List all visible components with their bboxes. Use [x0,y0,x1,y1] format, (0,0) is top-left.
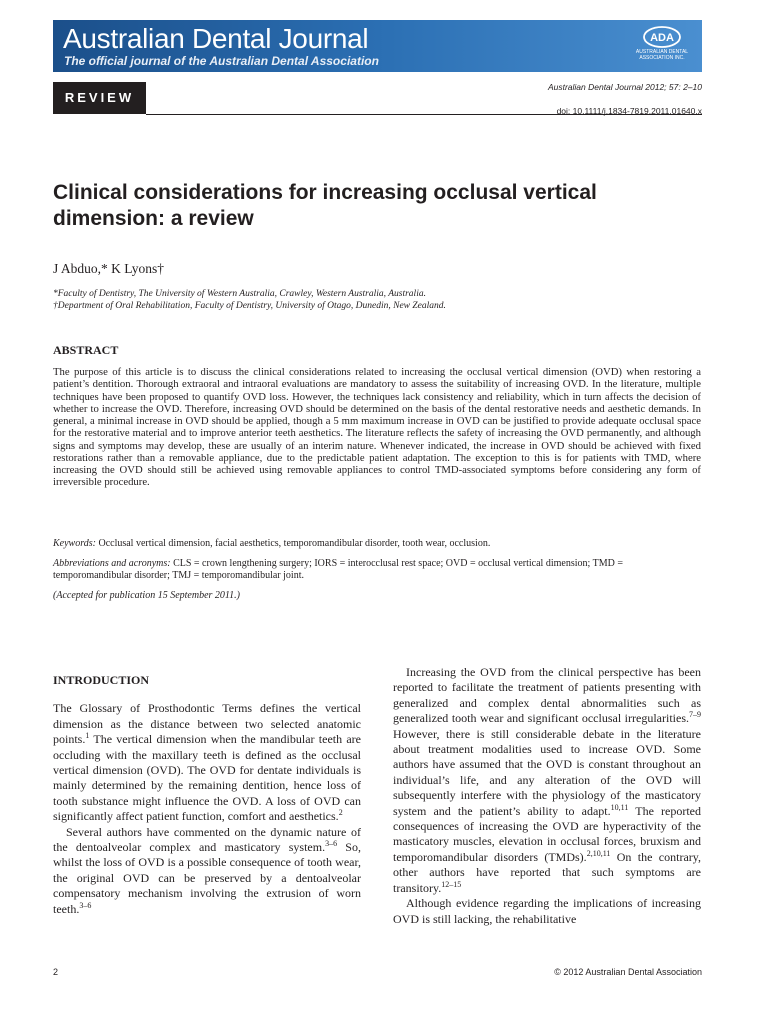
citation-ref: 7–9 [689,710,701,720]
intro-paragraph-4: Although evidence regarding the implications of increasing OVD is still lacking, the rehabilitative [393,896,701,926]
keywords-label: Keywords: [53,538,96,549]
abbreviations [53,558,701,582]
abstract-heading: ABSTRACT [53,343,119,357]
citation-ref: 12–15 [441,879,462,889]
abbreviations-label: Abbreviations and acronyms: [53,558,171,569]
body-column-left [53,665,361,917]
ada-logo-text: ADA [650,32,674,44]
abstract-text: The purpose of this article is to discuss the clinical considerations related to increasing the occlusal vertical dimension (OVD) when restoring a patient’s dentition. Thorough extraoral and intraoral evaluations are mandatory to assess the suitability of increasing OVD. In the literature, multiple techniques have been proposed to quantify OVD loss. However, the techniques lack consistency and reliability, which in turn affects the decision of whether to increase the OVD. Therefore, increasing OVD should be determined on the basis of the dental restorative needs and aesthetic demands. In general, a minimal increase in OVD should be applied, though a 5 mm maximum increase in OVD can be justified to provide adequate occlusal space for the restorative material and to improve anterior teeth aesthetics. The literature reflects the safety of increasing the OVD permanently, and although signs and symptoms may develop, these are usually of an interim nature. Whenever indicated, the increase in OVD should be achieved with fixed restorations rather than a removable appliance, due to the predictable patient adaptation. The exception to this is for patients with TMD, where increasing the OVD should still be achieved using removable appliances to control TMD-associated symptoms before considering any form of irreversible procedure. [53,366,701,489]
journal-tagline: The official journal of the Australian Dental Association [64,54,379,68]
citation-ref: 10,11 [610,802,629,812]
citation-ref: 3–6 [79,900,92,910]
citation-ref: 2,10,11 [586,848,611,858]
keywords [53,538,701,550]
keywords-text: Occlusal vertical dimension, facial aesthetics, temporomandibular disorder, tooth wear, occlusion. [98,538,491,549]
journal-name: Australian Dental Journal [63,23,369,54]
ada-logo [634,26,690,68]
author-list: J Abduo,* K Lyons† [53,261,165,276]
copyright-notice: © 2012 Australian Dental Association [554,967,702,977]
doi-text: doi: 10.1111/j.1834-7819.2011.01640.x [556,106,702,116]
ada-logo-icon [643,26,681,48]
section-label: REVIEW [53,82,146,114]
affiliation-2: †Department of Oral Rehabilitation, Faculty of Dentistry, University of Otago, Dunedin, New Zealand. [53,301,446,311]
abbreviations-text: CLS = crown lengthening surgery; IORS = interocclusal rest space; OVD = occlusal vertical dimension; TMD = temporomandibular disorder; TMJ = temporomandibular joint. [53,558,623,581]
article-title: Clinical considerations for increasing occlusal vertical dimension: a review [53,181,597,230]
citation-ref: 3–6 [325,839,338,849]
intro-paragraph-3: Increasing the OVD from the clinical perspective has been reported to facilitate the treatment of patients presenting with generalized and complex dental abnormalities such as generalized tooth wear and significant occlusal irregularities.$^{7-9}$ However, there is still considerable debate in the literature about treatment modalities used to increase OVD. Some authors have assumed that the OVD is constant throughout an individual’s life, and any alteration of the OVD will subsequently interfere with the physiology of the masticatory system and the patient’s ability to adapt.$^{10,11}$ The reported consequences of increasing the OVD are hyperactivity of the masticatory muscles, elevation in occlusal forces, bruxism and temporomandibular disorders (TMDs).$^{2,10,11}$ On the contrary, other authors have reported that such symptoms are transitory.$^{12-15}$ [393,665,701,895]
citation-ref: 2 [338,808,343,818]
journal-banner [53,20,702,72]
intro-paragraph-2: Several authors have commented on the dynamic nature of the dentoalveolar complex and masticatory system.$^{3-6}$ So, whilst the loss of OVD is a possible consequence of tooth wear, the original OVD can be preserved by a dentoalveolar compensatory mechanism involving the extrusion of worn teeth.$^{3-6}$ [53,824,361,916]
body-column-right [393,665,701,927]
introduction-heading: INTRODUCTION [53,673,150,687]
page-number: 2 [53,967,59,977]
journal-citation: Australian Dental Journal 2012; 57: 2–10 [547,82,702,92]
citation-ref: 1 [85,731,90,741]
intro-paragraph-1: The Glossary of Prosthodontic Terms defines the vertical dimension as the distance between two selected anatomic points.$^1$ The vertical dimension when the mandibular teeth are occluding with the maxillary teeth is defined as the occlusal vertical dimension (OVD). The OVD for dentate individuals is mainly determined by the remaining dentition, hence loss of tooth substance might influence the OVD. A loss of OVD can significantly affect patient function, comfort and aesthetics.$^2$ [53,701,361,824]
affiliation-1: *Faculty of Dentistry, The University of Western Australia, Crawley, Western Australia, Australia. [53,289,426,299]
accepted-date: (Accepted for publication 15 September 2011.) [53,590,240,601]
ada-logo-caption: AUSTRALIAN DENTAL ASSOCIATION INC. [635,49,689,61]
